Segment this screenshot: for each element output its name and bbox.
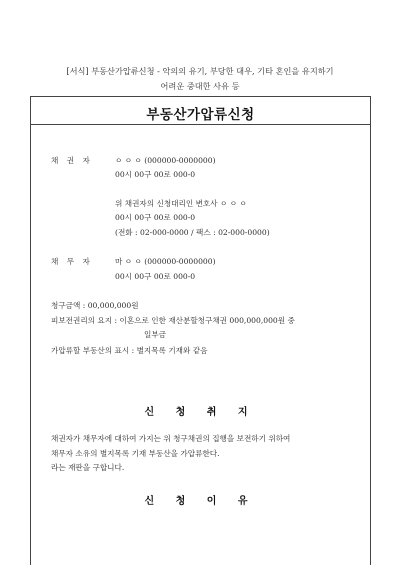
creditor-label: 채 권 자 bbox=[51, 156, 93, 165]
creditor-address: 00시 00구 00로 000-0 bbox=[115, 170, 196, 179]
claim-amount: 청구금액 : 00,000,000원 bbox=[51, 301, 139, 310]
purpose-line-2: 채무자 소유의 별지목록 기재 부동산을 가압류한다. bbox=[51, 449, 220, 458]
creditor-name: ㅇ ㅇ ㅇ (000000-0000000) bbox=[115, 156, 216, 165]
document-frame bbox=[30, 96, 371, 565]
creditor-agent-contact: (전화 : 02-000-0000 / 팩스 : 02-000-0000) bbox=[115, 228, 270, 237]
preserved-right: 피보전권리의 요지 : 이혼으로 인한 재산분할청구채권 000,000,000원 중 bbox=[51, 316, 295, 325]
creditor-agent: 위 채권자의 신청대리인 변호사 ㅇ ㅇ ㅇ bbox=[115, 199, 247, 208]
purpose-line-1: 채권자가 채무자에 대하여 가지는 위 청구채권의 집행을 보전하기 위하여 bbox=[51, 434, 291, 443]
property-description: 가압류할 부동산의 표시 : 별지목록 기재와 같음 bbox=[51, 346, 208, 355]
reason-heading: 신 청 이 유 bbox=[144, 496, 257, 507]
form-caption bbox=[20, 64, 380, 94]
debtor-address: 00시 00구 00로 000-0 bbox=[115, 272, 196, 281]
caption-line-1: [서식] 부동산가압류신청 - 악의의 유기, 부당한 대우, 기타 혼인을 유지하기 bbox=[66, 66, 334, 76]
preserved-right-continued: 일부금 bbox=[144, 330, 167, 339]
debtor-name: 마 ㅇ ㅇ (000000-0000000) bbox=[115, 257, 216, 266]
caption-line-2: 어려운 중대한 사유 등 bbox=[160, 81, 240, 91]
purpose-line-3: 라는 재판을 구합니다. bbox=[51, 463, 125, 472]
title-divider bbox=[31, 124, 370, 125]
purpose-heading: 신 청 취 지 bbox=[144, 407, 257, 418]
creditor-agent-address: 00시 00구 00로 000-0 bbox=[115, 213, 196, 222]
document-title: 부동산가압류신청 bbox=[146, 107, 255, 123]
debtor-label: 채 무 자 bbox=[51, 257, 93, 266]
